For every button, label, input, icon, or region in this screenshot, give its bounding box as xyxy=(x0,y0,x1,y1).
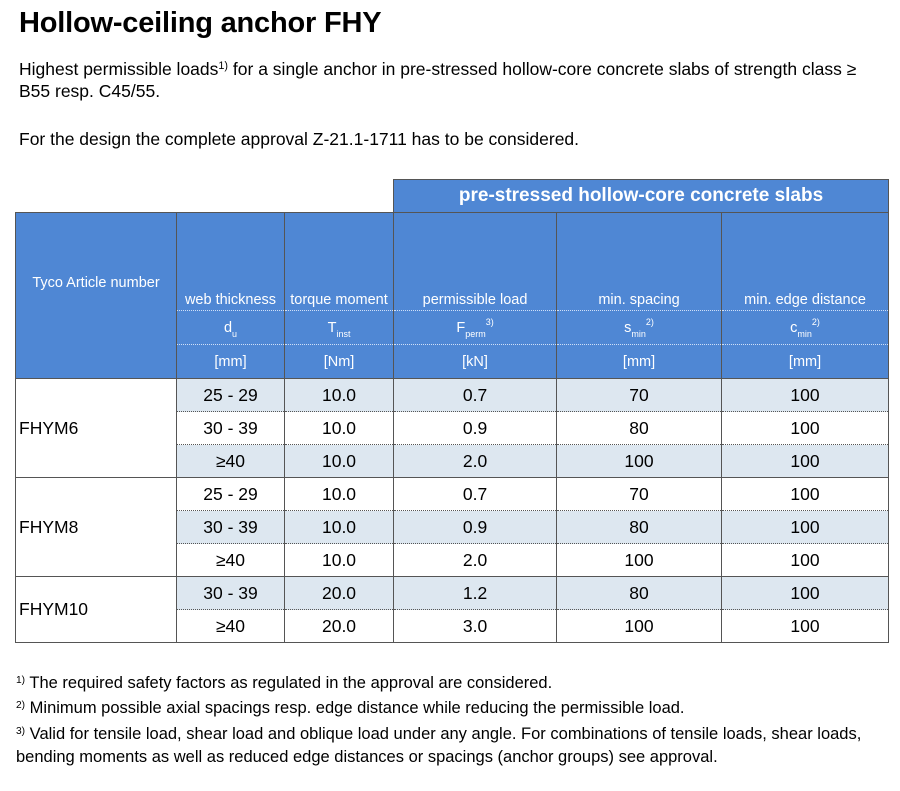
spacing-cell: 80 xyxy=(557,412,722,445)
table-row xyxy=(16,577,889,610)
load-cell: 0.7 xyxy=(394,379,557,412)
article-cell: FHYM10 xyxy=(16,577,177,643)
symbol-load xyxy=(394,311,557,345)
load-cell: 0.9 xyxy=(394,511,557,544)
edge-cell: 100 xyxy=(722,478,889,511)
symbol-edge xyxy=(722,311,889,345)
symbol-t: T xyxy=(327,319,337,336)
footnote-mark-2: 2) xyxy=(16,700,26,711)
column-header-torque-label: torque moment xyxy=(290,292,388,308)
symbol-f: F xyxy=(456,319,466,336)
header-spacer xyxy=(16,180,394,213)
load-cell: 2.0 xyxy=(394,544,557,577)
page-title: Hollow-ceiling anchor FHY xyxy=(19,7,382,39)
column-header-load: permissible load xyxy=(394,213,557,311)
spacing-cell: 70 xyxy=(557,379,722,412)
symbol-d-sub: u xyxy=(232,328,238,339)
load-table xyxy=(15,179,889,643)
torque-cell: 10.0 xyxy=(285,412,394,445)
symbol-s-footnote: 2) xyxy=(645,316,654,327)
symbol-c-sub: min xyxy=(797,328,812,339)
symbol-f-sub: perm xyxy=(465,328,486,339)
table-row xyxy=(16,478,889,511)
symbol-d: d xyxy=(223,319,233,336)
web-thickness-cell: 30 - 39 xyxy=(177,511,285,544)
footnote-mark-3: 3) xyxy=(16,726,26,737)
article-cell: FHYM8 xyxy=(16,478,177,577)
spacing-cell: 100 xyxy=(557,610,722,643)
unit-spacing: [mm] xyxy=(557,345,722,379)
symbol-spacing xyxy=(557,311,722,345)
web-thickness-cell: 25 - 29 xyxy=(177,379,285,412)
load-cell: 1.2 xyxy=(394,577,557,610)
footnote-text-2: Minimum possible axial spacings resp. edge distance while reducing the permissible load. xyxy=(25,699,685,717)
approval-note: For the design the complete approval Z-21.1-1711 has to be considered. xyxy=(19,129,580,149)
column-header-torque xyxy=(285,213,394,311)
table-row xyxy=(16,379,889,412)
intro-text-start: Highest permissible loads xyxy=(19,59,219,79)
symbol-f-footnote: 3) xyxy=(485,316,494,327)
intro-text-rest: for a single anchor in pre-stressed hollow-core concrete slabs of strength class ≥ B55 resp. C45/55. xyxy=(19,59,857,101)
torque-cell: 20.0 xyxy=(285,610,394,643)
web-thickness-cell: ≥40 xyxy=(177,544,285,577)
unit-torque: [Nm] xyxy=(285,345,394,379)
web-thickness-cell: ≥40 xyxy=(177,445,285,478)
unit-web-thickness: [mm] xyxy=(177,345,285,379)
symbol-s-sub: min xyxy=(631,328,646,339)
load-cell: 2.0 xyxy=(394,445,557,478)
edge-cell: 100 xyxy=(722,544,889,577)
torque-cell: 10.0 xyxy=(285,544,394,577)
column-header-spacing: min. spacing xyxy=(557,213,722,311)
spacing-cell: 100 xyxy=(557,445,722,478)
torque-cell: 10.0 xyxy=(285,445,394,478)
web-thickness-cell: ≥40 xyxy=(177,610,285,643)
edge-cell: 100 xyxy=(722,445,889,478)
group-header: pre-stressed hollow-core concrete slabs xyxy=(394,180,889,213)
load-cell: 3.0 xyxy=(394,610,557,643)
symbol-web-thickness xyxy=(177,311,285,345)
torque-cell: 20.0 xyxy=(285,577,394,610)
footnote-mark-1: 1) xyxy=(16,675,26,686)
symbol-c-footnote: 2) xyxy=(811,316,820,327)
footnote-1 xyxy=(16,672,876,695)
edge-cell: 100 xyxy=(722,412,889,445)
edge-cell: 100 xyxy=(722,511,889,544)
spacing-cell: 80 xyxy=(557,577,722,610)
spacing-cell: 100 xyxy=(557,544,722,577)
torque-cell: 10.0 xyxy=(285,379,394,412)
edge-cell: 100 xyxy=(722,577,889,610)
web-thickness-cell: 25 - 29 xyxy=(177,478,285,511)
footnote-3 xyxy=(16,723,876,769)
footnote-ref-1: 1) xyxy=(218,60,229,72)
footnote-2 xyxy=(16,697,876,720)
spacing-cell: 80 xyxy=(557,511,722,544)
load-cell: 0.9 xyxy=(394,412,557,445)
torque-cell: 10.0 xyxy=(285,511,394,544)
edge-cell: 100 xyxy=(722,610,889,643)
intro-text xyxy=(19,58,879,102)
symbol-t-sub: inst xyxy=(336,328,351,339)
symbol-torque xyxy=(285,311,394,345)
edge-cell: 100 xyxy=(722,379,889,412)
load-cell: 0.7 xyxy=(394,478,557,511)
symbol-s: s xyxy=(624,319,632,336)
column-header-article: Tyco Article number xyxy=(16,213,177,379)
web-thickness-cell: 30 - 39 xyxy=(177,412,285,445)
spacing-cell: 70 xyxy=(557,478,722,511)
footnote-text-1: The required safety factors as regulated in the approval are considered. xyxy=(25,674,553,692)
unit-edge: [mm] xyxy=(722,345,889,379)
footnote-text-3: Valid for tensile load, shear load and oblique load under any angle. For combinations of tensile loads, shear loads, bending moments as well as reduced edge distances or spacings (anchor groups) see approval. xyxy=(16,725,862,766)
article-cell: FHYM6 xyxy=(16,379,177,478)
torque-cell: 10.0 xyxy=(285,478,394,511)
unit-load: [kN] xyxy=(394,345,557,379)
column-header-web-thickness: web thickness xyxy=(177,213,285,311)
symbol-c: c xyxy=(790,319,798,336)
web-thickness-cell: 30 - 39 xyxy=(177,577,285,610)
column-header-edge: min. edge distance xyxy=(722,213,889,311)
